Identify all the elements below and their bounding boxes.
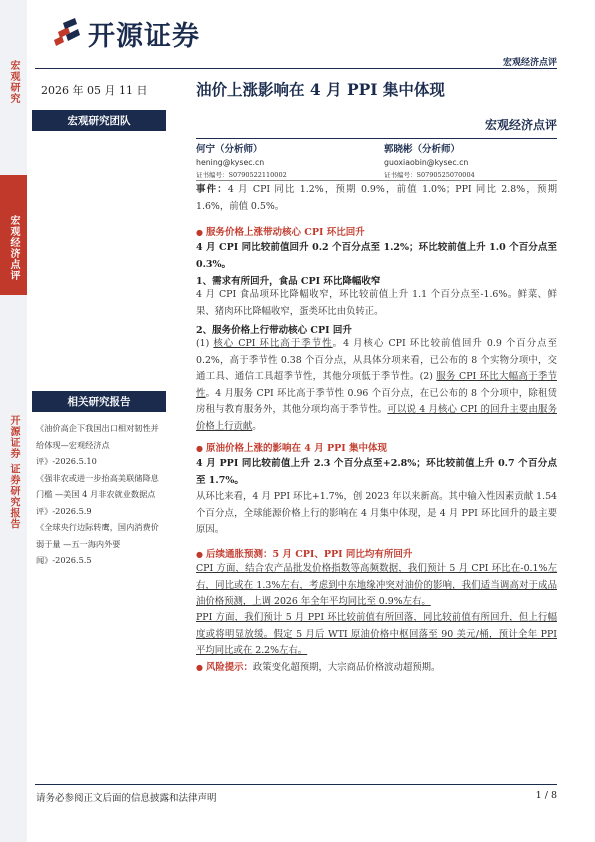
brand-name: 开源证券 bbox=[88, 21, 200, 52]
analyst-name: 何宁（分析师） bbox=[196, 144, 263, 155]
analyst-name: 郭晓彬（分析师） bbox=[384, 144, 461, 155]
side-strip-top bbox=[0, 0, 27, 175]
forecast-cpi-text: CPI 方面，结合农产品批发价格指数等高频数据，我们预计 5 月 CPI 环比在-0.1%左右，同比或在 1.3%左右，考虑到中东地缘冲突对油价的影响，我们适当调高对于成品油价格预测，上调 2026 年全年平均同比至 0.9%左右。 bbox=[196, 563, 557, 607]
section-heading: ● 后续通胀预测：5 月 CPI、PPI 同比均有所回升 bbox=[196, 546, 412, 560]
related-report-item[interactable] bbox=[36, 519, 164, 569]
side-strip-bottom-label: 开源证券 证券研究报告 bbox=[8, 415, 19, 530]
section-heading: ● 原油价格上涨的影响在 4 月 PPI 集中体现 bbox=[196, 440, 387, 454]
related-report-title: 《强非农或进一步抬高美联储降息门槛 —美国 4 月非农就业数据点评》 bbox=[36, 472, 159, 516]
text-run: 。4 月服务 CPI 环比高于季节性 0.96 个百分点，在已公布的 8 个分项中，除租赁房租与教育服务外，其他分项均高于季节性。 bbox=[196, 387, 557, 415]
analyst-cert: 证书编号：S0790522110002 bbox=[196, 171, 287, 179]
related-report-date: -2026.5.9 bbox=[52, 505, 92, 516]
highlight-text: 可以说 4 月核心 CPI 的回升主要由服务价格上行贡献 bbox=[196, 404, 557, 432]
team-label: 宏观研究团队 bbox=[67, 115, 131, 127]
footer-divider bbox=[35, 784, 557, 785]
related-label-box bbox=[32, 391, 166, 412]
side-strip-bottom bbox=[0, 295, 27, 842]
highlight-text: 核心 CPI 环比高于季节性 bbox=[213, 338, 333, 349]
event-paragraph bbox=[196, 182, 557, 215]
subsection-text bbox=[196, 336, 557, 435]
section-summary: 4 月 CPI 同比较前值回升 0.2 个百分点至 1.2%；环比较前值上升 1.0 个百分点至 0.3%。 bbox=[196, 242, 557, 270]
risk-paragraph bbox=[196, 660, 557, 677]
section-heading: ● 服务价格上涨带动核心 CPI 环比回升 bbox=[196, 224, 365, 238]
text-run: 。 bbox=[252, 420, 262, 432]
highlight-text: 服务 CPI 环比大幅高于季节性 bbox=[196, 371, 557, 399]
related-report-item[interactable] bbox=[36, 470, 164, 520]
related-reports-list bbox=[36, 420, 164, 569]
header-divider bbox=[35, 68, 557, 69]
brand-logo bbox=[48, 14, 200, 53]
report-title: 油价上涨影响在 4 月 PPI 集中体现 bbox=[196, 80, 445, 99]
footer-disclaimer: 请务必参阅正文后面的信息披露和法律声明 bbox=[36, 793, 217, 804]
brand-logo-icon bbox=[48, 18, 84, 50]
report-subtitle: 宏观经济点评 bbox=[484, 118, 557, 132]
risk-text: 政策变化超预期，大宗商品价格波动超预期。 bbox=[252, 662, 441, 673]
side-strip-middle bbox=[0, 175, 27, 295]
analyst-card bbox=[384, 144, 475, 182]
title-divider bbox=[196, 138, 557, 139]
text-run: 。4 月核心 CPI 环比较前值回升 0.9 个百分点至 0.2%，高于季节性 0.38 个百分点，从具体分项来看，已公布的 8 个实物分项中，交通工具、通信工具超季节性，其他分项低于季节性。(2) bbox=[196, 338, 557, 382]
analyst-card bbox=[196, 144, 287, 182]
risk-heading: 风险提示： bbox=[205, 662, 253, 673]
page-number: 1 / 8 bbox=[535, 790, 557, 801]
related-report-title: 《油价高企下我国出口相对韧性并给体现—宏观经济点评》 bbox=[36, 423, 159, 466]
event-text: 4 月 CPI 同比 1.2%，预期 0.9%，前值 1.0%；PPI 同比 2.8%，预期 1.6%，前值 0.5%。 bbox=[196, 184, 557, 212]
team-label-box bbox=[32, 110, 166, 131]
analyst-email[interactable]: hening@kysec.cn bbox=[196, 157, 265, 167]
bullet-icon: ● bbox=[196, 663, 203, 672]
related-report-date: -2026.5.10 bbox=[52, 456, 97, 466]
related-report-item[interactable] bbox=[36, 420, 164, 470]
analyst-cert: 证书编号：S0790525070004 bbox=[384, 171, 475, 179]
section-summary: 4 月 PPI 同比较前值上升 2.3 个百分点至+2.8%；环比较前值上升 0.7 个百分点至 1.7%。 bbox=[196, 458, 557, 486]
report-category: 宏观经济点评 bbox=[502, 58, 557, 68]
side-strip-top-label: 宏观研究 bbox=[8, 60, 19, 104]
subsection-title: 2、服务价格上行带动核心 CPI 回升 bbox=[196, 325, 352, 336]
forecast-ppi-text: PPI 方面，我们预计 5 月 PPI 环比较前值有所回落，同比较前值有所回升，但上行幅度或将明显放缓。假定 5 月后 WTI 原油价格中枢回落至 90 美元/桶，预计全年 PPI 平均同比或在 2.2%左右。 bbox=[196, 612, 557, 656]
analyst-divider bbox=[196, 180, 557, 181]
side-strip-middle-label: 宏观经济点评 bbox=[8, 215, 19, 281]
report-date: 2026 年 05 月 11 日 bbox=[41, 84, 148, 97]
subsection-text: 4 月 CPI 食品项环比降幅收窄，环比较前值上升 1.1 个百分点至-1.6%。鲜菜、鲜果、猪肉环比降幅收窄，蛋类环比由负转正。 bbox=[196, 289, 557, 317]
subsection-title: 1、需求有所回升，食品 CPI 环比降幅收窄 bbox=[196, 276, 381, 287]
text-run: (1) bbox=[196, 338, 214, 349]
related-report-date: -2026.5.5 bbox=[52, 555, 92, 565]
section-text: 从环比来看，4 月 PPI 环比+1.7%，创 2023 年以来新高。其中输入性因素贡献 1.54 个百分点，全球能源价格上行的影响在 4 月集中体现，是 4 月 PPI 环比回升的最主要原因。 bbox=[196, 491, 557, 535]
analyst-email[interactable]: guoxiaobin@kysec.cn bbox=[384, 157, 469, 167]
related-report-title: 《全球央行边际转鹰，国内消费价弱于量 —五一海内外要闻》 bbox=[36, 522, 159, 565]
event-label: 事件： bbox=[196, 184, 228, 195]
related-label: 相关研究报告 bbox=[67, 396, 131, 408]
